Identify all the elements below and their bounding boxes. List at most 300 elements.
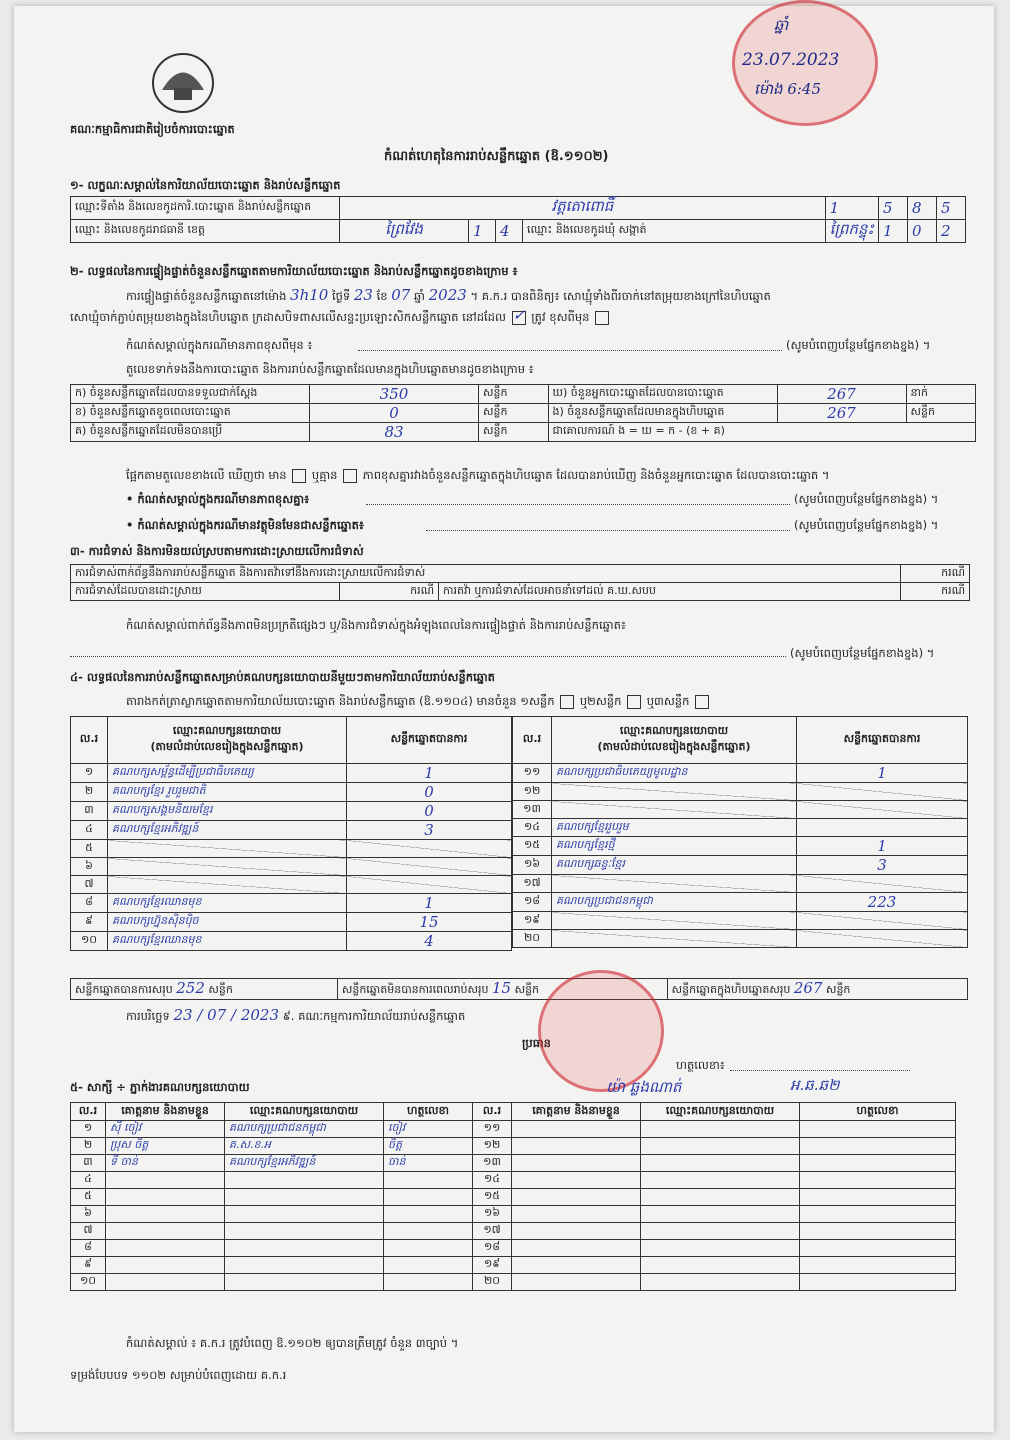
party-votes — [797, 875, 968, 893]
witness-table — [70, 1102, 956, 1291]
party-name: គណបក្សហ្វ៊ុនស៊ិនប៉ិច — [108, 913, 347, 932]
witness-sign — [384, 1240, 473, 1257]
code-digit: 5 — [879, 197, 908, 220]
party-votes: 0 — [347, 783, 512, 802]
witness-sign — [800, 1240, 956, 1257]
col-party: ឈ្មោះគណបក្សនយោបាយ — [225, 1103, 384, 1121]
witness-party — [641, 1121, 800, 1138]
witness-party — [225, 1206, 384, 1223]
party-row — [71, 840, 512, 858]
witness-row — [71, 1121, 956, 1138]
seal-line — [70, 305, 611, 327]
witness-no: ២ — [71, 1138, 106, 1155]
witness-party — [225, 1172, 384, 1189]
witness-name — [512, 1206, 641, 1223]
in-box-label: ង) ចំនួនសន្លឹកឆ្នោតដែលមានក្នុងហិបឆ្នោត — [548, 404, 777, 423]
objection-row1: ការជំទាស់ពាក់ព័ន្ធនឹងការរាប់សន្លឹកឆ្នោត និងការតវ៉ាទៅនឹងការដោះស្រាយលើការជំទាស់ — [71, 565, 901, 583]
voters-unit: នាក់ — [906, 385, 976, 404]
col-party — [108, 717, 347, 764]
form-title: កំណត់ហេតុនៃការរាប់សន្លឹកឆ្នោត (ឱ.១១០២) — [384, 149, 609, 164]
unit: សន្លឹក — [825, 983, 851, 996]
witness-no: ១១ — [473, 1121, 512, 1138]
ok-checkbox[interactable]: ✓ — [512, 305, 526, 324]
party-name: គណបក្សខ្មែរថ្មី — [552, 837, 797, 856]
unit: សន្លឹក — [208, 983, 233, 996]
bullet2: • កំណត់សម្គាល់ក្នុងករណីមានវត្ថុមិនមែនជាសន្លឹកឆ្នោត៖ — [126, 518, 364, 532]
witness-sign — [384, 1189, 473, 1206]
bullet1-line[interactable] — [366, 504, 790, 505]
party-votes: 1 — [797, 764, 968, 783]
witness-sign — [800, 1172, 956, 1189]
party-no: ១៧ — [513, 875, 552, 893]
party-no: ៧ — [71, 876, 108, 894]
witness-row — [71, 1257, 956, 1274]
party-row — [71, 913, 512, 932]
party-name: គណបក្សសម្ព័ន្ធដើម្បីប្រជាធិបតេយ្យ — [108, 764, 347, 783]
section4-intro — [126, 694, 711, 711]
none-checkbox[interactable] — [343, 469, 357, 483]
witness-sign — [384, 1206, 473, 1223]
party-row — [513, 856, 968, 875]
party-no: ១ — [71, 764, 108, 783]
wrong-label: ខុសពីមុន — [549, 310, 590, 324]
party-row — [513, 930, 968, 948]
province-label: ឈ្មោះ និងលេខកូដរាជធានី ខេត្ត — [71, 220, 340, 243]
witness-no: ២០ — [473, 1274, 512, 1291]
party-results-left — [70, 716, 512, 951]
chair-label: ប្រធាន — [522, 1036, 551, 1050]
witness-party — [641, 1240, 800, 1257]
party-no: ២០ — [513, 930, 552, 948]
witness-sign — [800, 1155, 956, 1172]
witness-sign — [800, 1206, 956, 1223]
party-votes — [797, 801, 968, 819]
year-label: ឆ្នាំ — [414, 289, 425, 303]
party-name — [552, 783, 797, 801]
witness-row — [71, 1223, 956, 1240]
section1-heading: ១- លក្ខណៈសម្គាល់នៃការិយាល័យបោះឆ្នោត និងរាប់សន្លឹកឆ្នោត — [70, 178, 341, 192]
witness-name: ស៊ី ចៀវ — [106, 1121, 225, 1138]
section3-line[interactable] — [70, 656, 786, 657]
witness-no: ៥ — [71, 1189, 106, 1206]
party-row — [71, 821, 512, 840]
col-sign: ហត្ថលេខា — [384, 1103, 473, 1121]
total-invalid: 15 — [492, 979, 512, 997]
witness-party: គណបក្សប្រជាជនកម្ពុជា — [225, 1121, 384, 1138]
resolved-label: ការជំទាស់ដែលបានដោះស្រាយ — [71, 583, 340, 601]
col-party: ឈ្មោះគណបក្សនយោបាយ — [641, 1103, 800, 1121]
location-value: វត្តតោពោធិ៍ — [340, 197, 826, 220]
party-no: ១៨ — [513, 893, 552, 912]
party-no: ៥ — [71, 840, 108, 858]
party-no: ១២ — [513, 783, 552, 801]
witness-name — [512, 1155, 641, 1172]
witness-no: ១៥ — [473, 1189, 512, 1206]
witness-party — [641, 1223, 800, 1240]
witness-party — [225, 1189, 384, 1206]
party-votes: 3 — [347, 821, 512, 840]
party-no: ១៩ — [513, 912, 552, 930]
witness-party: គ.ស.ខ.អ — [225, 1138, 384, 1155]
date-label: ការបរិច្ឆេទ — [126, 1009, 170, 1023]
party-row — [513, 819, 968, 837]
stamp-date: 23.07.2023 — [742, 50, 840, 70]
witness-party — [641, 1257, 800, 1274]
unit: សន្លឹក — [479, 385, 549, 404]
witness-party — [641, 1274, 800, 1291]
party-row — [513, 893, 968, 912]
party-name — [108, 876, 347, 894]
witness-party — [225, 1274, 384, 1291]
voters-label: ឃ) ចំនួនអ្នកបោះឆ្នោតដែលបានបោះឆ្នោត — [548, 385, 777, 404]
party-row — [71, 783, 512, 802]
location-table — [70, 196, 966, 243]
party-name — [552, 912, 797, 930]
stamp-label: ឆ្នាំ — [774, 16, 789, 34]
witness-no: ១៨ — [473, 1240, 512, 1257]
party-name: គណបក្សប្រជាធិបតេយ្យមូលដ្ឋាន — [552, 764, 797, 783]
note1: កំណត់សម្គាល់ក្នុងករណីមានភាពខុសពីមុន ៖ — [126, 338, 313, 352]
col-no: ល.រ — [473, 1103, 512, 1121]
col-name: គោត្តនាម និងនាមខ្លួន — [512, 1103, 641, 1121]
discrepancy-line — [126, 468, 829, 485]
unit: សន្លឹក — [514, 983, 540, 996]
col-votes: សន្លឹកឆ្នោតបានការ — [347, 717, 512, 764]
fill-note: (សូមបំពេញបន្ថែមផ្នែកខាងខ្នង) ។ — [786, 338, 931, 352]
col-party-sub: (តាមលំដាប់លេខរៀងក្នុងសន្លឹកឆ្នោត) — [150, 740, 304, 753]
stamp-time: ម៉ោង 6:45 — [754, 80, 822, 98]
wrong-checkbox[interactable] — [595, 311, 609, 325]
party-no: ១១ — [513, 764, 552, 783]
party-votes — [347, 840, 512, 858]
party-no: ៨ — [71, 894, 108, 913]
location-label: ឈ្មោះទីតាំង និងលេខកូដការិ.បោះឆ្នោត និងរាប់សន្លឹកឆ្នោត — [71, 197, 340, 220]
spoiled-value: 0 — [310, 404, 479, 423]
party-name: គណបក្សខ្មែរអភិវឌ្ឍន៍ — [108, 821, 347, 840]
witness-sign — [800, 1257, 956, 1274]
witness-no: ៦ — [71, 1206, 106, 1223]
col-no: ល.រ — [513, 717, 552, 764]
discrepancy-rest: ភាពខុសគ្នារវាងចំនួនសន្លឹកឆ្នោតក្នុងហិបឆ្នោត ដែលបានរាប់ឃើញ និងចំនួនអ្នកបោះឆ្នោត ដែលបានបោះឆ្នោត ។ — [362, 468, 830, 482]
verify-time: 3h10 — [290, 286, 329, 304]
party-row — [71, 802, 512, 821]
totals-table — [70, 978, 968, 1000]
verification-line — [126, 286, 771, 306]
party-votes — [797, 930, 968, 948]
has-checkbox[interactable] — [292, 469, 306, 483]
party-no: ២ — [71, 783, 108, 802]
opt2-label: ឬ២សន្លឹក — [579, 694, 622, 708]
party-no: ៩ — [71, 913, 108, 932]
witness-name — [512, 1223, 641, 1240]
witness-no: ១៤ — [473, 1172, 512, 1189]
footnote: កំណត់សម្គាល់ ៖ គ.ក.រ ត្រូវបំពេញ ឱ.១១០២ ឲ្យបានត្រឹមត្រូវ ចំនួន ៣ច្បាប់ ។ — [126, 1336, 459, 1350]
section2-heading: ២- លទ្ធផលនៃការផ្ទៀងផ្ទាត់ចំនួនសន្លឹកឆ្នោតតាមការិយាល័យបោះឆ្នោត និងរាប់សន្លឹកឆ្នោតដូចខាងក្រោម ៖ — [70, 264, 518, 278]
witness-name — [512, 1240, 641, 1257]
witness-name — [106, 1223, 225, 1240]
witness-row — [71, 1172, 956, 1189]
code-digit: 5 — [937, 197, 966, 220]
party-row — [513, 764, 968, 783]
unused-label: គ) ចំនួនសន្លឹកឆ្នោតដែលមិនបានប្រើ — [71, 423, 310, 442]
spoiled-label: ខ) ចំនួនសន្លឹកឆ្នោតខូចពេលបោះឆ្នោត — [71, 404, 310, 423]
verify-rest: ។ គ.ក.រ បានពិនិត្យ៖ សោឃ្មុំទាំងពីរចាក់នៅតម្រុយខាងក្រៅនៃហិបឆ្នោត — [470, 289, 771, 303]
witness-name: ប្រុស ចិត្ត — [106, 1138, 225, 1155]
witness-row — [71, 1138, 956, 1155]
month-label: ខែ — [376, 289, 388, 303]
witness-name — [106, 1206, 225, 1223]
case-label: ករណី — [340, 583, 439, 601]
has-label: ឬគ្មាន — [311, 468, 338, 482]
party-row — [71, 932, 512, 951]
witness-no: ១២ — [473, 1138, 512, 1155]
col-party-sub: (តាមលំដាប់លេខរៀងក្នុងសន្លឹកឆ្នោត) — [597, 740, 751, 753]
witness-sign — [800, 1189, 956, 1206]
party-votes: 0 — [347, 802, 512, 821]
party-name — [552, 801, 797, 819]
witness-party — [641, 1138, 800, 1155]
party-no: ៦ — [71, 858, 108, 876]
party-row — [71, 876, 512, 894]
unit: សន្លឹក — [479, 404, 549, 423]
party-no: ១០ — [71, 932, 108, 951]
total-invalid-label: សន្លឹកឆ្នោតមិនបានការពេលរាប់សរុប — [341, 983, 489, 996]
party-name — [552, 930, 797, 948]
witness-party — [641, 1172, 800, 1189]
sheets1-checkbox[interactable] — [560, 695, 574, 709]
witness-sign — [384, 1274, 473, 1291]
unit: សន្លឹក — [479, 423, 549, 442]
party-name — [108, 858, 347, 876]
party-votes — [797, 783, 968, 801]
witness-no: ១៩ — [473, 1257, 512, 1274]
col-party-title: ឈ្មោះគណបក្សនយោបាយ — [172, 724, 282, 737]
party-row — [513, 912, 968, 930]
total-box-label: សន្លឹកឆ្នោតក្នុងហិបឆ្នោតសរុប — [671, 983, 791, 996]
received-value: 350 — [310, 385, 479, 404]
witness-name — [106, 1274, 225, 1291]
col-no: ល.រ — [71, 717, 108, 764]
ballot-count-form — [14, 6, 994, 1432]
party-no: ១៦ — [513, 856, 552, 875]
witness-row — [71, 1240, 956, 1257]
witness-no: ៣ — [71, 1155, 106, 1172]
code-digit: 1 — [825, 197, 878, 220]
col-sign: ហត្ថលេខា — [800, 1103, 956, 1121]
party-name: គណបក្សឆន្ទៈខ្មែរ — [552, 856, 797, 875]
witness-no: ៧ — [71, 1223, 106, 1240]
party-votes: 223 — [797, 893, 968, 912]
section4-heading: ៤- លទ្ធផលនៃការរាប់សន្លឹកឆ្នោតសម្រាប់គណបក្សនយោបាយនីមួយៗតាមការិយាល័យរាប់សន្លឹកឆ្នោត — [70, 670, 495, 684]
section5-heading: ៥- សាក្សី ÷ ភ្នាក់ងារគណបក្សនយោបាយ — [70, 1080, 250, 1094]
party-name: គណបក្សសង្គមនិយមខ្មែរ — [108, 802, 347, 821]
witness-name — [106, 1240, 225, 1257]
note1-line[interactable] — [358, 350, 782, 351]
party-row — [513, 801, 968, 819]
witness-sign — [800, 1274, 956, 1291]
witness-name — [512, 1121, 641, 1138]
figures-table — [70, 384, 976, 442]
province-digit: 4 — [496, 220, 523, 243]
day-label: ថ្ងៃទី — [331, 289, 351, 303]
party-votes — [347, 858, 512, 876]
case-label: ករណី — [901, 583, 970, 601]
witness-row — [71, 1155, 956, 1172]
fill-note: (សូមបំពេញបន្ថែមផ្នែកខាងខ្នង) ។ — [794, 518, 939, 532]
party-row — [71, 858, 512, 876]
witness-party — [225, 1223, 384, 1240]
date-line — [126, 1006, 465, 1026]
total-valid-label: សន្លឹកឆ្នោតបានការសរុប — [75, 983, 173, 996]
col-no: ល.រ — [71, 1103, 106, 1121]
total-box: 267 — [793, 979, 823, 997]
witness-name — [106, 1189, 225, 1206]
commune-value: ព្រៃកន្ទុះ — [825, 220, 878, 243]
witness-no: ១៦ — [473, 1206, 512, 1223]
bullet1: • កំណត់សម្គាល់ក្នុងករណីមានភាពខុសគ្នា៖ — [126, 492, 310, 506]
opt3-label: ឬ៣សន្លឹក — [646, 694, 690, 708]
witness-sign — [800, 1121, 956, 1138]
witness-no: ១៧ — [473, 1223, 512, 1240]
verify-day: 23 — [353, 286, 373, 304]
party-no: ១៤ — [513, 819, 552, 837]
signature-line[interactable] — [730, 1070, 910, 1071]
section3-heading: ៣- ការជំទាស់ និងការមិនយល់ស្របតាមការដោះស្រាយលើការជំទាស់ — [70, 544, 364, 558]
witness-row — [71, 1206, 956, 1223]
party-no: ៣ — [71, 802, 108, 821]
party-votes: 4 — [347, 932, 512, 951]
unused-value: 83 — [310, 423, 479, 442]
chair-name: យ៉ា ឆ្លងណាត់ — [606, 1078, 682, 1096]
section3-note: កំណត់សម្គាល់ពាក់ព័ន្ធនឹងភាពមិនប្រក្រតីផ្សេងៗ ឬ/និងការជំទាស់ក្នុងអំឡុងពេលនៃការផ្ទៀងផ្ទាត់ និងការរាប់សន្លឹកឆ្នោត៖ — [126, 618, 626, 632]
witness-name — [512, 1274, 641, 1291]
objection-table — [70, 564, 970, 601]
witness-sign — [384, 1257, 473, 1274]
party-no: ៤ — [71, 821, 108, 840]
party-name: គណបក្សខ្មែររួបរួម — [552, 819, 797, 837]
org-name: គណៈកម្មាធិការជាតិរៀបចំការបោះឆ្នោត — [70, 122, 235, 136]
party-name: គណបក្សខ្មែរឈានមុខ — [108, 894, 347, 913]
party-name: គណបក្សខ្មែរ រួបរួមជាតិ — [108, 783, 347, 802]
total-box-cell — [667, 979, 967, 1000]
witness-party — [641, 1189, 800, 1206]
witness-no: ៨ — [71, 1240, 106, 1257]
party-row — [513, 875, 968, 893]
witness-no: ១៣ — [473, 1155, 512, 1172]
unit: សន្លឹក — [906, 404, 976, 423]
footer: ទម្រង់បែបបទ ១១០២ សម្រាប់បំពេញដោយ គ.ក.រ — [70, 1368, 287, 1382]
col-party-title: ឈ្មោះគណបក្សនយោបាយ — [619, 724, 729, 737]
ok-label: ត្រូវ — [531, 310, 546, 324]
witness-name — [106, 1172, 225, 1189]
witness-party — [641, 1155, 800, 1172]
verify-year: 2023 — [428, 286, 467, 304]
total-valid-cell — [71, 979, 338, 1000]
col-party — [552, 717, 797, 764]
witness-sign — [800, 1138, 956, 1155]
intro-text: តារាងកត់ត្រាស្លាកឆ្នោតតាមការិយាល័យបោះឆ្នោត និងរាប់សន្លឹកឆ្នោត (ឱ.១១០៤) មានចំនួន ១សន្លឹក — [126, 694, 555, 708]
party-votes — [797, 912, 968, 930]
witness-row — [71, 1274, 956, 1291]
committee-label: ៩. គណៈកម្មការការិយាល័យរាប់សន្លឹកឆ្នោត — [282, 1009, 466, 1023]
witness-row — [71, 1189, 956, 1206]
witness-name: ទី ចាន់ — [106, 1155, 225, 1172]
party-votes: 15 — [347, 913, 512, 932]
witness-name — [512, 1172, 641, 1189]
total-valid: 252 — [176, 979, 205, 997]
voters-value: 267 — [777, 385, 906, 404]
commune-digit: 0 — [908, 220, 937, 243]
received-label: ក) ចំនួនសន្លឹកឆ្នោតដែលបានទទួលជាក់ស្តែង — [71, 385, 310, 404]
bullet2-line[interactable] — [426, 530, 790, 531]
col-name: គោត្តនាម និងនាមខ្លួន — [106, 1103, 225, 1121]
party-row — [513, 783, 968, 801]
witness-no: ១០ — [71, 1274, 106, 1291]
witness-sign — [384, 1223, 473, 1240]
party-results-right — [512, 716, 968, 948]
witness-no: ១ — [71, 1121, 106, 1138]
commune-digit: 2 — [937, 220, 966, 243]
signature-label: ហត្ថលេខា៖ — [676, 1058, 725, 1072]
party-row — [71, 894, 512, 913]
fill-note: (សូមបំពេញបន្ថែមផ្នែកខាងខ្នង) ។ — [790, 646, 935, 660]
party-name — [108, 840, 347, 858]
witness-sign — [384, 1172, 473, 1189]
verify-text: ការផ្ទៀងផ្ទាត់ចំនួនសន្លឹកឆ្នោតនៅម៉ោង — [126, 289, 287, 303]
party-votes — [797, 819, 968, 837]
witness-party — [225, 1257, 384, 1274]
witness-party: គណបក្សខ្មែរអភិវឌ្ឍន៍ — [225, 1155, 384, 1172]
sheets2-checkbox[interactable] — [627, 695, 641, 709]
party-name: គណបក្សខ្មែរឈានមុខ — [108, 932, 347, 951]
nec-emblem-icon — [148, 50, 218, 116]
witness-name — [512, 1138, 641, 1155]
witness-sign: ចៀវ — [384, 1121, 473, 1138]
code-digit: 8 — [908, 197, 937, 220]
chair-id: អ.ឆ.ឆ២ — [790, 1076, 840, 1094]
party-votes: 1 — [347, 894, 512, 913]
party-row — [71, 764, 512, 783]
in-box-value: 267 — [777, 404, 906, 423]
figures-intro: តួលេខទាក់ទងនឹងការបោះឆ្នោត និងការរាប់សន្លឹកឆ្នោតដែលមានក្នុងហិបឆ្នោតមានដូចខាងក្រោម ៖ — [126, 362, 534, 376]
province-digit: 1 — [469, 220, 496, 243]
witness-name — [512, 1189, 641, 1206]
witness-party — [641, 1206, 800, 1223]
party-no: ១៥ — [513, 837, 552, 856]
witness-sign: ចាន់ — [384, 1155, 473, 1172]
witness-no: ៤ — [71, 1172, 106, 1189]
party-no: ១៣ — [513, 801, 552, 819]
party-votes: 1 — [797, 837, 968, 856]
witness-party — [225, 1240, 384, 1257]
party-row — [513, 837, 968, 856]
witness-sign: ចិត្ត — [384, 1138, 473, 1155]
formula: ជាគោលការណ៍ ង = ឃ = ក - (ខ + គ) — [548, 423, 976, 442]
party-name — [552, 875, 797, 893]
verify-month: 07 — [391, 286, 411, 304]
party-votes: 1 — [347, 764, 512, 783]
discrepancy-text: ផ្អែកតាមតួលេខខាងលើ ឃើញថា មាន — [126, 468, 287, 482]
party-votes: 3 — [797, 856, 968, 875]
appeal-label: ការតវ៉ា ឬការជំទាស់ដែលអាចនាំទៅដល់ គ.ឃ.សបប — [439, 583, 901, 601]
seal-text: សោឃ្មុំចាក់ភ្ជាប់តម្រុយខាងក្នុងនៃហិបឆ្នោត ក្រដាសបិទពាសលើសន្ទះប្រឡោះសិកសន្លឹកឆ្នោត នៅដដែល — [70, 310, 506, 324]
party-votes — [347, 876, 512, 894]
sheets3-checkbox[interactable] — [695, 695, 709, 709]
count-date: 23 / 07 / 2023 — [173, 1006, 279, 1024]
fill-note: (សូមបំពេញបន្ថែមផ្នែកខាងខ្នង) ។ — [794, 492, 939, 506]
commune-digit: 1 — [879, 220, 908, 243]
witness-name — [512, 1257, 641, 1274]
